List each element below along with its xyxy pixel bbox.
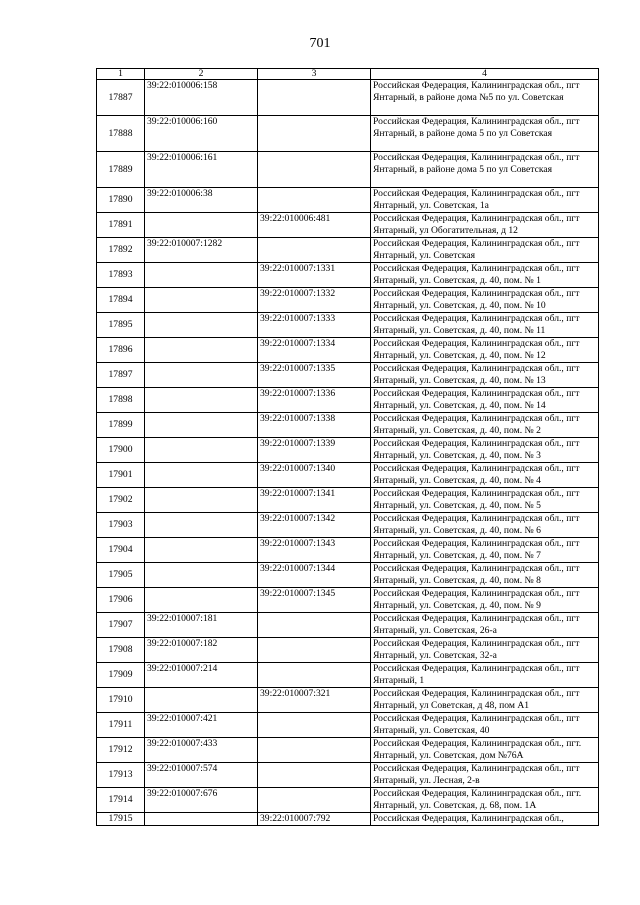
related-cadastral-number-cell: [258, 152, 371, 188]
row-number-cell: 17909: [97, 663, 145, 688]
cadastral-number-cell: 39:22:010007:433: [145, 738, 258, 763]
table-row: [97, 338, 599, 363]
row-number-cell: 17911: [97, 713, 145, 738]
cadastral-number-cell: 39:22:010006:38: [145, 188, 258, 213]
table-row: [97, 263, 599, 288]
cadastral-number-cell: [145, 813, 258, 826]
table-row: [97, 638, 599, 663]
table-row: [97, 538, 599, 563]
table-row: [97, 588, 599, 613]
related-cadastral-number-cell: 39:22:010007:1339: [258, 438, 371, 463]
address-cell: Российская Федерация, Калининградская обл., пгт Янтарный, ул Обогатительная, д 12: [371, 213, 599, 238]
address-cell: Российская Федерация, Калининградская обл., пгт Янтарный, ул. Советская, д. 40, пом. № 1: [371, 263, 599, 288]
row-number-cell: 17894: [97, 288, 145, 313]
cadastral-number-cell: [145, 413, 258, 438]
table-row: [97, 238, 599, 263]
cadastral-number-cell: 39:22:010007:1282: [145, 238, 258, 263]
address-cell: Российская Федерация, Калининградская обл., пгт Янтарный, ул Советская, д 48, пом А1: [371, 688, 599, 713]
row-number-cell: 17912: [97, 738, 145, 763]
address-cell: Российская Федерация, Калининградская обл., пгт. Янтарный, ул. Советская, дом №76А: [371, 738, 599, 763]
table-row: [97, 80, 599, 116]
cadastral-number-cell: 39:22:010006:158: [145, 80, 258, 116]
address-cell: Российская Федерация, Калининградская обл., пгт Янтарный, ул. Лесная, 2-в: [371, 763, 599, 788]
row-number-cell: 17888: [97, 116, 145, 152]
cadastral-number-cell: [145, 213, 258, 238]
row-number-cell: 17896: [97, 338, 145, 363]
row-number-cell: 17902: [97, 488, 145, 513]
cadastral-number-cell: 39:22:010006:161: [145, 152, 258, 188]
cadastral-number-cell: 39:22:010007:421: [145, 713, 258, 738]
related-cadastral-number-cell: 39:22:010007:1340: [258, 463, 371, 488]
cadastral-number-cell: [145, 488, 258, 513]
table-row: [97, 563, 599, 588]
related-cadastral-number-cell: 39:22:010007:1345: [258, 588, 371, 613]
related-cadastral-number-cell: [258, 238, 371, 263]
table-row: [97, 613, 599, 638]
table-row: [97, 413, 599, 438]
cadastral-number-cell: 39:22:010006:160: [145, 116, 258, 152]
cadastral-number-cell: [145, 338, 258, 363]
cadastral-number-cell: 39:22:010007:181: [145, 613, 258, 638]
table-row: [97, 363, 599, 388]
address-cell: Российская Федерация, Калининградская обл., пгт Янтарный, ул. Советская, д. 40, пом. № 10: [371, 288, 599, 313]
related-cadastral-number-cell: 39:22:010007:1331: [258, 263, 371, 288]
table-row: [97, 738, 599, 763]
address-cell: Российская Федерация, Калининградская обл., пгт Янтарный, ул. Советская, д. 40, пом. № 13: [371, 363, 599, 388]
row-number-cell: 17908: [97, 638, 145, 663]
related-cadastral-number-cell: [258, 788, 371, 813]
address-cell: Российская Федерация, Калининградская обл., пгт Янтарный, ул. Советская, д. 40, пом. № 9: [371, 588, 599, 613]
column-header-1: 1: [97, 69, 145, 80]
table-row: [97, 663, 599, 688]
address-cell: Российская Федерация, Калининградская обл., пгт Янтарный, ул. Советская, д. 40, пом. № 12: [371, 338, 599, 363]
row-number-cell: 17901: [97, 463, 145, 488]
page-number: 701: [309, 36, 331, 51]
cadastral-number-cell: [145, 438, 258, 463]
row-number-cell: 17900: [97, 438, 145, 463]
related-cadastral-number-cell: [258, 663, 371, 688]
table-row: [97, 463, 599, 488]
cadastral-number-cell: 39:22:010007:676: [145, 788, 258, 813]
table-row: [97, 813, 599, 826]
table-row: [97, 788, 599, 813]
related-cadastral-number-cell: [258, 638, 371, 663]
related-cadastral-number-cell: 39:22:010007:792: [258, 813, 371, 826]
address-cell: Российская Федерация, Калининградская обл., пгт Янтарный, ул. Советская, д. 40, пом. № 3: [371, 438, 599, 463]
related-cadastral-number-cell: 39:22:010007:1336: [258, 388, 371, 413]
cadastral-number-cell: [145, 288, 258, 313]
related-cadastral-number-cell: 39:22:010007:1344: [258, 563, 371, 588]
address-cell: Российская Федерация, Калининградская обл., пгт Янтарный, ул. Советская, 26-а: [371, 613, 599, 638]
table-row: [97, 438, 599, 463]
row-number-cell: 17893: [97, 263, 145, 288]
cadastral-number-cell: [145, 388, 258, 413]
row-number-cell: 17892: [97, 238, 145, 263]
cadastral-number-cell: [145, 463, 258, 488]
address-cell: Российская Федерация, Калининградская обл., пгт Янтарный, ул. Советская: [371, 238, 599, 263]
cadastral-number-cell: 39:22:010007:574: [145, 763, 258, 788]
address-cell: Российская Федерация, Калининградская обл., пгт Янтарный, ул. Советская, 32-а: [371, 638, 599, 663]
address-cell: Российская Федерация, Калининградская обл., пгт. Янтарный, ул. Советская, д. 68, пом. 1А: [371, 788, 599, 813]
related-cadastral-number-cell: [258, 116, 371, 152]
table-row: [97, 763, 599, 788]
address-cell: Российская Федерация, Калининградская обл., пгт Янтарный, в районе дома 5 по ул Советская: [371, 116, 599, 152]
related-cadastral-number-cell: 39:22:010007:1343: [258, 538, 371, 563]
table-row: [97, 488, 599, 513]
address-cell: Российская Федерация, Калининградская обл., пгт Янтарный, ул. Советская, д. 40, пом. № 2: [371, 413, 599, 438]
table-row: [97, 213, 599, 238]
column-header-4: 4: [371, 69, 599, 80]
table-header-row: [97, 69, 599, 80]
address-cell: Российская Федерация, Калининградская обл., пгт Янтарный, ул. Советская, д. 40, пом. № 7: [371, 538, 599, 563]
address-cell: Российская Федерация, Калининградская обл., пгт Янтарный, ул. Советская, д. 40, пом. № 8: [371, 563, 599, 588]
row-number-cell: 17887: [97, 80, 145, 116]
related-cadastral-number-cell: [258, 80, 371, 116]
row-number-cell: 17914: [97, 788, 145, 813]
address-cell: Российская Федерация, Калининградская обл., пгт Янтарный, ул. Советская, д. 40, пом. № 5: [371, 488, 599, 513]
address-cell: Российская Федерация, Калининградская обл., пгт Янтарный, ул. Советская, д. 40, пом. № 4: [371, 463, 599, 488]
row-number-cell: 17895: [97, 313, 145, 338]
table-row: [97, 152, 599, 188]
table-row: [97, 288, 599, 313]
related-cadastral-number-cell: 39:22:010007:1332: [258, 288, 371, 313]
cadastral-number-cell: 39:22:010007:214: [145, 663, 258, 688]
row-number-cell: 17891: [97, 213, 145, 238]
related-cadastral-number-cell: 39:22:010007:1335: [258, 363, 371, 388]
cadastral-number-cell: [145, 263, 258, 288]
table-row: [97, 116, 599, 152]
cadastral-number-cell: [145, 688, 258, 713]
cadastral-number-cell: [145, 313, 258, 338]
table-row: [97, 313, 599, 338]
cadastral-number-cell: [145, 538, 258, 563]
related-cadastral-number-cell: 39:22:010007:1338: [258, 413, 371, 438]
address-cell: Российская Федерация, Калининградская обл., пгт Янтарный, в районе дома №5 по ул. Советская: [371, 80, 599, 116]
address-cell: Российская Федерация, Калининградская обл., пгт Янтарный, ул. Советская, д. 40, пом. № 6: [371, 513, 599, 538]
address-cell: Российская Федерация, Калининградская обл., пгт Янтарный, ул. Советская, д. 40, пом. № 11: [371, 313, 599, 338]
related-cadastral-number-cell: [258, 763, 371, 788]
row-number-cell: 17907: [97, 613, 145, 638]
related-cadastral-number-cell: 39:22:010007:321: [258, 688, 371, 713]
related-cadastral-number-cell: 39:22:010007:1334: [258, 338, 371, 363]
table-row: [97, 713, 599, 738]
row-number-cell: 17904: [97, 538, 145, 563]
address-cell: Российская Федерация, Калининградская обл., пгт Янтарный, в районе дома 5 по ул Советская: [371, 152, 599, 188]
related-cadastral-number-cell: [258, 738, 371, 763]
related-cadastral-number-cell: 39:22:010007:1333: [258, 313, 371, 338]
related-cadastral-number-cell: [258, 713, 371, 738]
cadastral-number-cell: [145, 363, 258, 388]
address-cell: Российская Федерация, Калининградская обл., пгт Янтарный, 1: [371, 663, 599, 688]
row-number-cell: 17915: [97, 813, 145, 826]
cadastral-table: [96, 68, 599, 826]
row-number-cell: 17889: [97, 152, 145, 188]
row-number-cell: 17905: [97, 563, 145, 588]
cadastral-number-cell: 39:22:010007:182: [145, 638, 258, 663]
row-number-cell: 17897: [97, 363, 145, 388]
address-cell: Российская Федерация, Калининградская обл.,: [371, 813, 599, 826]
related-cadastral-number-cell: 39:22:010006:481: [258, 213, 371, 238]
table-row: [97, 388, 599, 413]
row-number-cell: 17890: [97, 188, 145, 213]
related-cadastral-number-cell: 39:22:010007:1342: [258, 513, 371, 538]
row-number-cell: 17899: [97, 413, 145, 438]
table-row: [97, 688, 599, 713]
row-number-cell: 17898: [97, 388, 145, 413]
column-header-2: 2: [145, 69, 258, 80]
address-cell: Российская Федерация, Калининградская обл., пгт Янтарный, ул. Советская, д. 40, пом. № 14: [371, 388, 599, 413]
related-cadastral-number-cell: 39:22:010007:1341: [258, 488, 371, 513]
cadastral-number-cell: [145, 563, 258, 588]
cadastral-number-cell: [145, 513, 258, 538]
row-number-cell: 17903: [97, 513, 145, 538]
cadastral-number-cell: [145, 588, 258, 613]
related-cadastral-number-cell: [258, 613, 371, 638]
address-cell: Российская Федерация, Калининградская обл., пгт Янтарный, ул. Советская, 40: [371, 713, 599, 738]
related-cadastral-number-cell: [258, 188, 371, 213]
address-cell: Российская Федерация, Калининградская обл., пгт Янтарный, ул. Советская, 1а: [371, 188, 599, 213]
column-header-3: 3: [258, 69, 371, 80]
table-row: [97, 513, 599, 538]
row-number-cell: 17913: [97, 763, 145, 788]
table-row: [97, 188, 599, 213]
row-number-cell: 17906: [97, 588, 145, 613]
row-number-cell: 17910: [97, 688, 145, 713]
